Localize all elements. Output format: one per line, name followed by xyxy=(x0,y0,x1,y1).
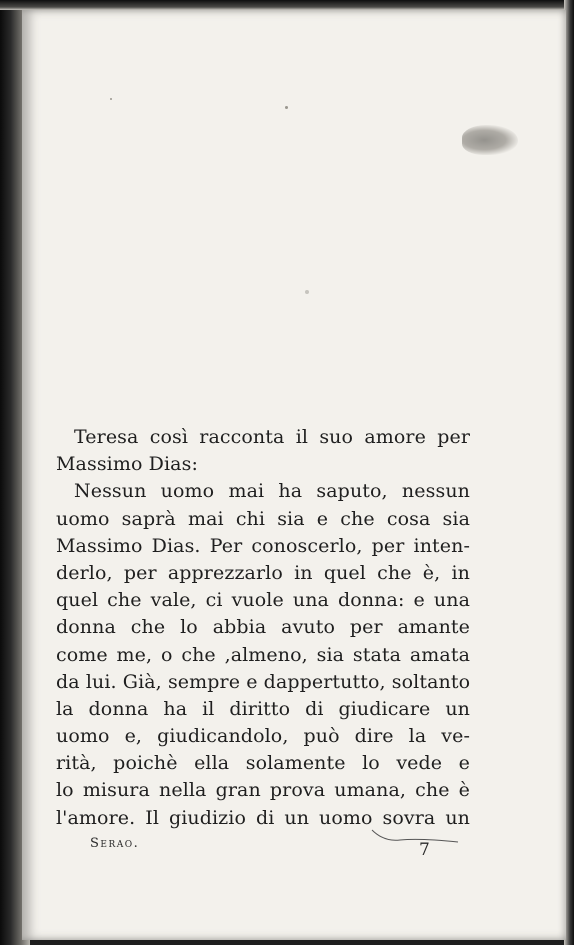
flourish-ornament xyxy=(370,828,460,848)
page-footer xyxy=(90,834,440,862)
text-line: Teresa così racconta il suo amore per xyxy=(74,426,470,448)
paper-speck xyxy=(305,290,309,294)
body-text xyxy=(56,424,470,832)
text-line: lo misura nella gran prova umana, che è xyxy=(56,779,470,802)
paper-speck xyxy=(285,106,288,109)
text-line: l'amore. Il giudizio di un uomo sovra un xyxy=(56,806,470,829)
paper-speck xyxy=(110,98,112,100)
page-number: 7 xyxy=(419,840,430,860)
text-line: la donna ha il diritto di giudicare un xyxy=(56,697,470,720)
text-line: come me, o che ,almeno, sia stata amata xyxy=(56,643,470,666)
text-line: quel che vale, ci vuole una donna: e una xyxy=(56,589,470,612)
text-line: donna che lo abbia avuto per amante xyxy=(56,616,470,639)
text-line: Massimo Dias: xyxy=(56,453,198,476)
paper-stain xyxy=(462,125,518,155)
page-top-edge xyxy=(0,0,574,10)
text-line: derlo, per apprezzarlo in quel che è, in xyxy=(56,561,470,584)
signature-mark: Serao. xyxy=(90,836,140,851)
text-line: da lui. Già, sempre e dappertutto, soltanto xyxy=(56,670,471,693)
text-line: Massimo Dias. Per conoscerlo, per inten- xyxy=(56,534,470,557)
text-line: rità, poichè ella solamente lo vede e xyxy=(56,752,470,775)
text-line: uomo e, giudicandolo, può dire la ve- xyxy=(56,725,470,748)
text-line: Nessun uomo mai ha saputo, nessun xyxy=(74,480,470,503)
text-line: uomo saprà mai chi sia e che cosa sia xyxy=(56,507,470,530)
